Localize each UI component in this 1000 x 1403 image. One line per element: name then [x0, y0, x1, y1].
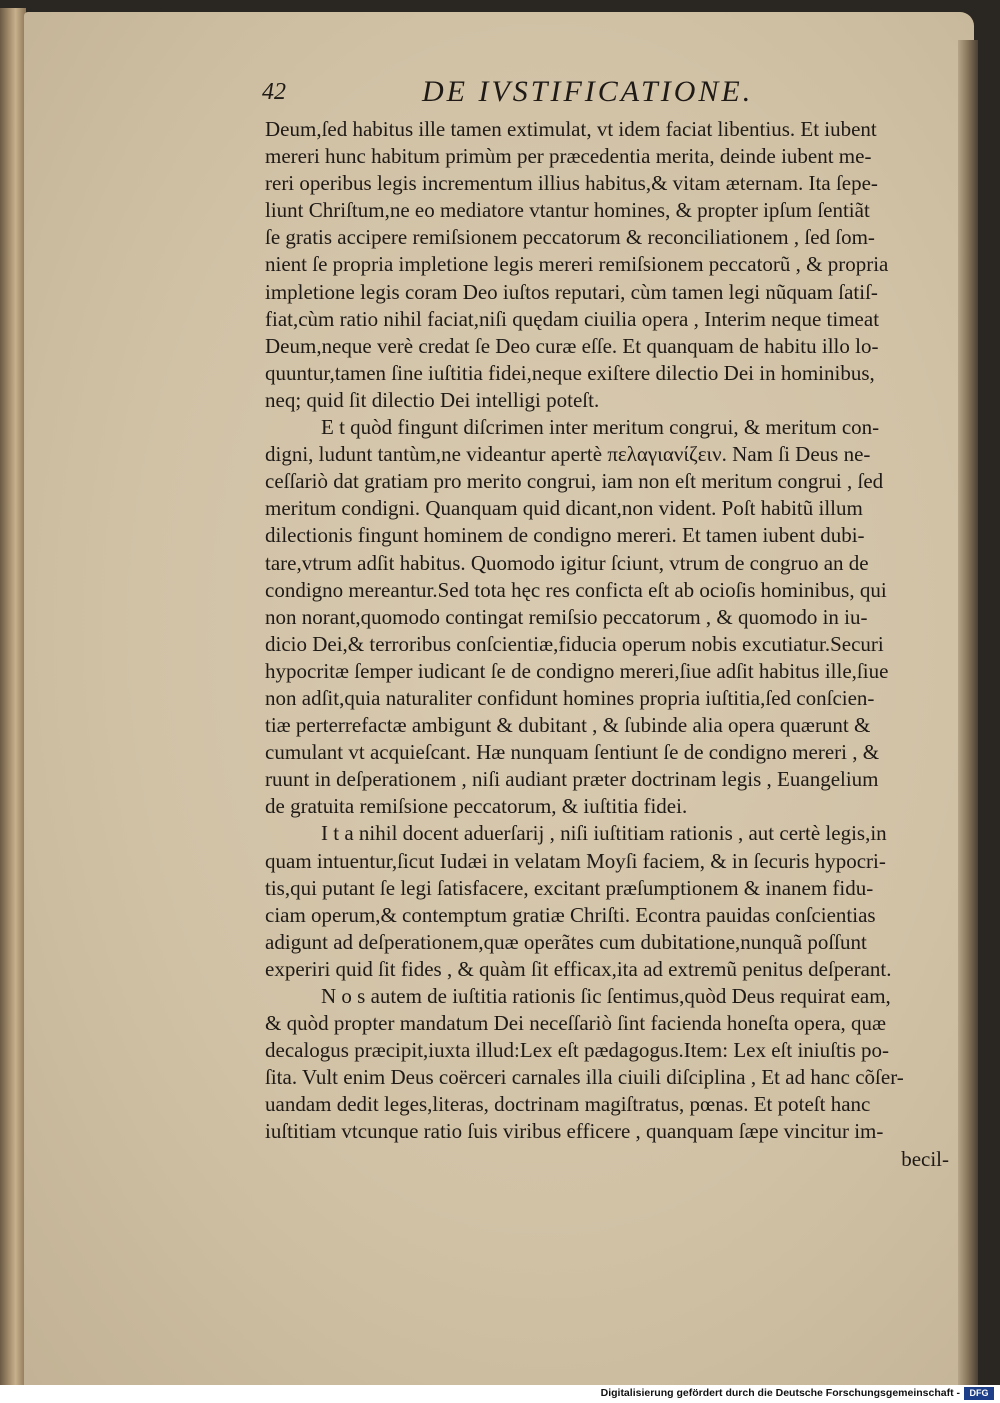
text-line: decalogus præcipit,iuxta illud:Lex eſt pædagogus.Item: Lex eſt iniuſtis po- [265, 1038, 890, 1063]
text-line: quuntur,tamen ſine iuſtitia fidei,neque exiſtere dilectio Dei in hominibus, [265, 360, 875, 385]
text-line: experiri quid ſit fides , & quàm ſit efficax,ita ad extremũ penitus deſperant. [265, 956, 892, 981]
page-number: 42 [262, 79, 286, 105]
text-line: ſita. Vult enim Deus coërceri carnales illa ciuili diſciplina , Et ad hanc cõſer- [265, 1065, 904, 1090]
text-line: ſe gratis accipere remiſsionem peccatorum & reconciliationem , ſed ſom- [265, 225, 875, 250]
paragraph-start-line: N o s autem de iuſtitia rationis ſic ſentimus,quòd Deus requirat eam, [321, 984, 891, 1008]
paragraph-start-line: E t quòd fingunt diſcrimen inter meritum congrui, & meritum con- [321, 415, 880, 440]
text-line: fiat,cùm ratio nihil faciat,niſi quędam ciuilia opera , Interim neque timeat [265, 306, 880, 331]
text-line: condigno mereantur.Sed tota hęc res conficta eſt ab ocioſis hominibus, qui [265, 577, 887, 602]
text-line: Deum,neque verè credat ſe Deo curæ eſſe. Et quanquam de habitu illo lo- [265, 333, 879, 358]
dfg-logo: DFG [964, 1387, 994, 1400]
text-line: tare,vtrum adſit habitus. Quomodo igitur ſciunt, vtrum de congruo an de [265, 550, 869, 575]
text-line: non norant,quomodo contingat remiſsio peccatorum , & quomodo in iu- [265, 604, 868, 629]
text-line: tiæ perterrefactæ ambigunt & dubitant , & ſubinde alia opera quærunt & [265, 713, 871, 738]
text-line: de gratuita remiſsione peccatorum, & iuſtitia fidei. [265, 794, 688, 819]
text-line: Deum,ſed habitus ille tamen extimulat, vt idem faciat libentius. Et iubent [265, 117, 877, 141]
text-line: liunt Chriſtum,ne eo mediatore vtantur homines, & propter ipſum ſentiãt [265, 198, 870, 223]
text-line: ceſſariò dat gratiam pro merito congrui, iam non eſt meritum congrui , ſed [265, 469, 884, 494]
body-text [265, 116, 957, 1173]
page-header [262, 75, 822, 115]
text-line: iuſtitiam vtcunque ratio ſuis viribus efficere , quanquam ſæpe vincitur im- [265, 1119, 884, 1144]
text-line: meritum condigni. Quanquam quid dicant,non vident. Poſt habitũ illum [265, 496, 863, 521]
text-line: hypocritæ ſemper iudicant ſe de condigno mereri,ſiue adſit habitus ille,ſiue [265, 658, 889, 683]
text-line: reri operibus legis incrementum illius habitus,& vitam æternam. Ita ſepe- [265, 171, 878, 196]
paragraph-start-line: I t a nihil docent aduerſarij , niſi iuſtitiam rationis , aut certè legis,in [321, 821, 887, 846]
text-line: uandam dedit leges,literas, doctrinam magiſtratus, pœnas. Et poteſt hanc [265, 1092, 871, 1117]
text-line: dilectionis fingunt hominem de condigno mereri. Et tamen iubent dubi- [265, 523, 865, 548]
text-line: & quòd propter mandatum Dei neceſſariò ſint facienda honeſta opera, quæ [265, 1011, 887, 1036]
text-line: tis,qui putant ſe legi ſatisfacere, excitant præſumptionem & inanem fidu- [265, 875, 874, 900]
book-spine-edge [0, 8, 26, 1385]
book-fore-edge [958, 40, 978, 1385]
footer-bar [0, 1385, 1000, 1403]
text-line: ciam operum,& contemptum gratiæ Chriſti. Econtra pauidas conſcientias [265, 902, 876, 927]
text-line: impletione legis coram Deo iuſtos reputari, cùm tamen legi nũquam ſatiſ- [265, 279, 878, 304]
text-line: nient ſe propria impletione legis mereri remiſsionem peccatorũ , & propria [265, 252, 889, 277]
text-line: neq; quid ſit dilectio Dei intelligi poteſt. [265, 387, 600, 412]
digitization-credit: Digitalisierung gefördert durch die Deutsche Forschungsgemeinschaft - [600, 1387, 960, 1399]
text-line: adigunt ad deſperationem,quæ operãtes cum dubitatione,nunquã poſſunt [265, 929, 867, 954]
text-line: dicio Dei,& terroribus conſcientiæ,fiducia operum nobis excutiatur.Securi [265, 631, 884, 656]
text-line: quam intuentur,ſicut Iudæi in velatam Moyſi faciem, & in ſecuris hypocri- [265, 848, 886, 873]
text-line: cumulant vt acquieſcant. Hæ nunquam ſentiunt ſe de condigno mereri , & [265, 740, 880, 765]
running-title: DE IVSTIFICATIONE. [422, 75, 754, 108]
text-line: ruunt in deſperationem , niſi audiant præter doctrinam legis , Euangelium [265, 767, 879, 792]
text-line: non adſit,quia naturaliter confidunt homines propria iuſtitia,ſed conſcien- [265, 685, 875, 710]
text-line: digni, ludunt tantùm,ne videantur apertè πελαγιανίζειν. Nam ſi Deus ne- [265, 442, 871, 467]
text-line: mereri hunc habitum primùm per præcedentia merita, deinde iubent me- [265, 144, 872, 169]
catchword: becil- [901, 1146, 949, 1171]
